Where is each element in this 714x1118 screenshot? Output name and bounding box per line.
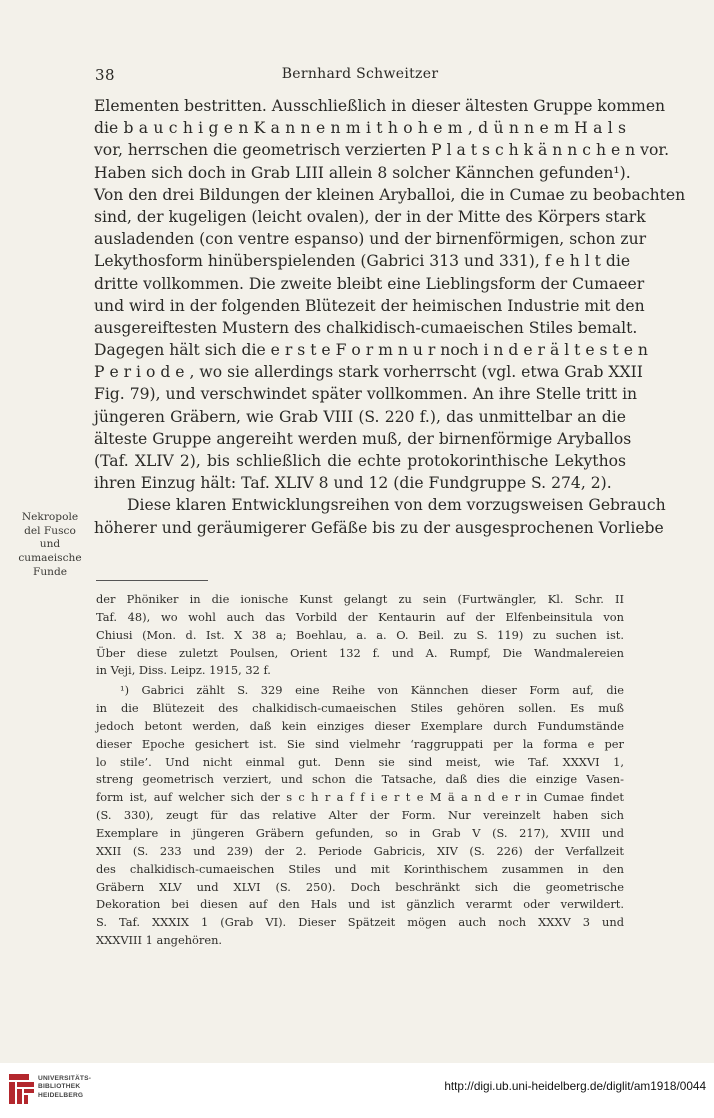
text-line: Elementen bestritten. Ausschließlich in dieser ältesten Gruppe kommen — [94, 97, 666, 115]
text-line: jüngeren Gräbern, wie Grab VIII (S. 220 f.), das unmittelbar an die — [94, 407, 626, 426]
running-head: Bernhard Schweitzer — [281, 66, 439, 82]
footnote-line: (S. 330), zeugt für das relative Alter der Form. Nur vereinzelt haben sich — [96, 808, 624, 823]
margin-note — [8, 511, 92, 580]
text-line: P e r i o d e , wo sie allerdings stark vorherrscht (vgl. etwa Grab XXII — [94, 363, 643, 382]
footnote-line: des chalkidisch-cumaeischen Stiles und mit Korinthischem zusammen in den — [96, 861, 624, 876]
footnote-line: XXXVIII 1 angehören. — [96, 933, 223, 948]
page-footer — [0, 1063, 714, 1118]
text-line: Haben sich doch in Grab LIII allein 8 solcher Kännchen gefunden¹). — [94, 163, 631, 182]
text-line: älteste Gruppe angereiht werden muß, der birnenförmige Aryballos — [94, 429, 632, 448]
main-text-block — [94, 95, 686, 539]
footnote-line: S. Taf. XXXIX 1 (Grab VI). Dieser Spätzeit mögen auch noch XXXV 3 und — [96, 915, 624, 930]
footnote-line: Chiusi (Mon. d. Ist. X 38 a; Boehlau, a. a. O. Beil. zu S. 119) zu suchen ist. — [96, 627, 624, 642]
footnotes — [96, 591, 624, 950]
footnote-line: Gräbern XLV und XLVI (S. 250). Doch beschränkt sich die geometrische — [96, 879, 624, 894]
footnote-line: in Veji, Diss. Leipz. 1915, 32 f. — [96, 663, 271, 678]
library-name-line: UNIVERSITÄTS- — [38, 1075, 92, 1082]
text-line: sind, der kugeligen (leicht ovalen), der in der Mitte des Körpers stark — [94, 207, 646, 226]
margin-note-line: und — [39, 538, 61, 551]
footnote-line: in die Blütezeit des chalkidisch-cumaeischen Stiles gehören sollen. Es muß — [96, 701, 624, 716]
text-line: (Taf. XLIV 2), bis schließlich die echte protokorinthische Lekythos — [94, 452, 626, 470]
text-line: Von den drei Bildungen der kleinen Aryballoi, die in Cumae zu beobachten — [94, 185, 686, 204]
text-line: Dagegen hält sich die e r s t e F o r m n u r noch i n d e r ä l t e s t e n — [94, 341, 648, 360]
text-line: dritte vollkommen. Die zweite bleibt eine Lieblingsform der Cumaeer — [94, 274, 645, 293]
text-line-indented: Diese klaren Entwicklungsreihen von dem vorzugsweisen Gebrauch — [127, 496, 666, 515]
margin-note-line: del Fusco — [24, 524, 76, 537]
margin-note-line: cumaeische — [18, 552, 82, 565]
footnote-line: streng geometrisch verziert, und schon die Tatsache, daß dies die einzige Vasen- — [96, 772, 624, 787]
library-name — [38, 1075, 91, 1100]
text-line: Fig. 79), und verschwindet später vollkommen. An ihre Stelle tritt in — [94, 385, 638, 404]
footnote-line: lo stile’. Und nicht einmal gut. Denn sie sind meist, wie Taf. XXXVI 1, — [96, 754, 624, 769]
footnote-line: Dekoration bei diesen auf den Hals und ist gänzlich verarmt oder verwildert. — [96, 897, 624, 912]
text-line: vor, herrschen die geometrisch verzierten P l a t s c h k ä n n c h e n vor. — [94, 141, 670, 160]
footnote-line-indented: ¹) Gabrici zählt S. 329 eine Reihe von Kännchen dieser Form auf, die — [120, 683, 624, 698]
footnote-line: Taf. 48), wo wohl auch das Vorbild der Kentaurin auf der Elfenbeinsitula von — [96, 609, 624, 624]
library-name-line: HEIDELBERG — [38, 1091, 84, 1099]
footnote-line: der Phöniker in die ionische Kunst gelangt zu sein (Furtwängler, Kl. Schr. II — [96, 592, 624, 606]
footnote-line: form ist, auf welcher sich der s c h r a f f i e r t e M ä a n d e r in Cumae findet — [96, 790, 624, 805]
footnote-separator — [96, 580, 208, 581]
page-header — [95, 66, 625, 88]
library-logo-icon — [8, 1073, 36, 1107]
text-line: ausgereiftesten Mustern des chalkidisch-cumaeischen Stiles bemalt. — [94, 318, 638, 337]
text-line: ausladenden (con ventre espanso) und der birnenförmigen, schon zur — [94, 230, 647, 249]
source-url-link[interactable]: http://digi.ub.uni-heidelberg.de/diglit/am1918/0044 — [444, 1079, 706, 1093]
footnote-line: dieser Epoche gesichert ist. Sie sind vielmehr ‘raggruppati per la forma e per — [96, 736, 624, 751]
footnote-line: Über diese zuletzt Poulsen, Orient 132 f. und A. Rumpf, Die Wandmalereien — [96, 645, 624, 660]
footnote-line: jedoch betont werden, daß kein einziges dieser Exemplare durch Fundumstände — [96, 718, 624, 733]
margin-note-line: Nekropole — [21, 511, 79, 523]
library-name-line: BIBLIOTHEK — [38, 1083, 81, 1091]
text-line: ihren Einzug hält: Taf. XLIV 8 und 12 (die Fundgruppe S. 274, 2). — [94, 474, 612, 493]
text-line: Lekythosform hinüberspielenden (Gabrici 313 und 331), f e h l t die — [94, 252, 631, 271]
page-number: 38 — [95, 66, 116, 84]
text-line: und wird in der folgenden Blütezeit der heimischen Industrie mit den — [94, 296, 645, 315]
text-line: höherer und geräumigerer Gefäße bis zu der ausgesprochenen Vorliebe — [94, 518, 664, 537]
margin-note-line: Funde — [32, 565, 68, 578]
footnote-line: XXII (S. 233 und 239) der 2. Periode Gabricis, XIV (S. 226) der Verfallzeit — [96, 843, 624, 858]
footnote-line: Exemplare in jüngeren Gräbern gefunden, so in Grab V (S. 217), XVIII und — [96, 825, 624, 840]
text-line: die b a u c h i g e n K a n n e n m i t h o h e m , d ü n n e m H a l s — [94, 119, 626, 138]
